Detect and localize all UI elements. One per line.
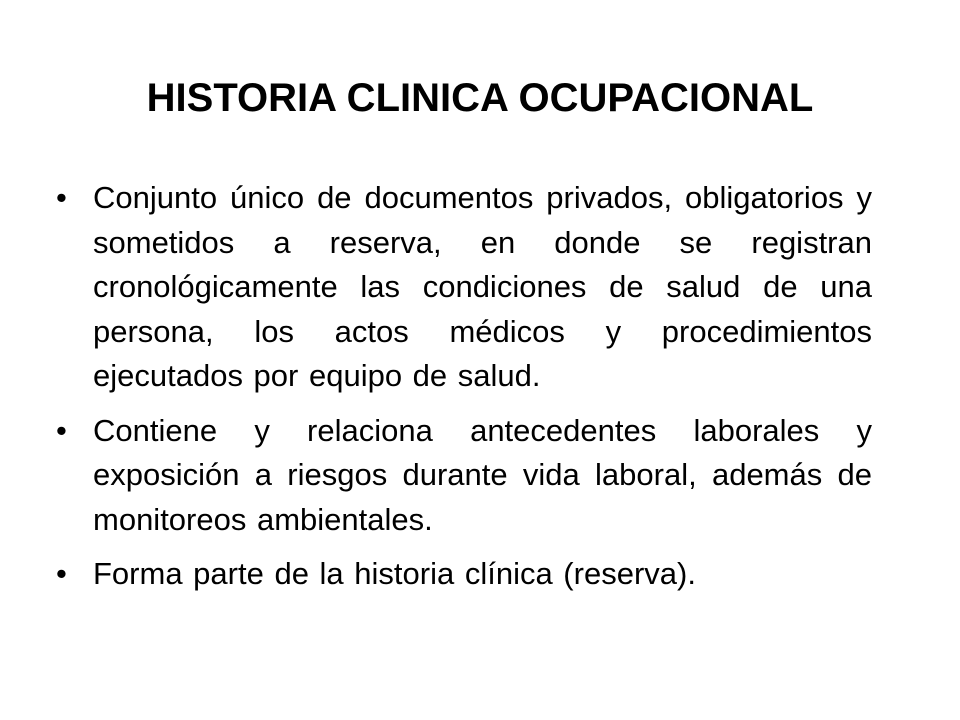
bullet-marker: • (56, 180, 67, 215)
bullet-item (56, 409, 872, 543)
bullet-item (56, 552, 872, 597)
bullet-marker: • (56, 412, 67, 448)
bullet-marker: • (56, 556, 67, 591)
bullet-text: Forma parte de la historia clínica (reserva). (93, 556, 696, 591)
bullet-text: Conjunto único de documentos privados, obligatorios y sometidos a reserva, en donde se registran cronológicamente las condiciones de salud de una persona, los actos médicos y procedimientos ejecutados por equipo de salud. (93, 180, 872, 393)
bullet-item (56, 176, 872, 399)
slide-title: HISTORIA CLINICA OCUPACIONAL (146, 76, 814, 120)
bullet-text: Contiene y relaciona antecedentes laborales y exposición a riesgos durante vida laboral, además de monitoreos ambientales. (93, 412, 872, 537)
bullet-list (56, 176, 872, 607)
